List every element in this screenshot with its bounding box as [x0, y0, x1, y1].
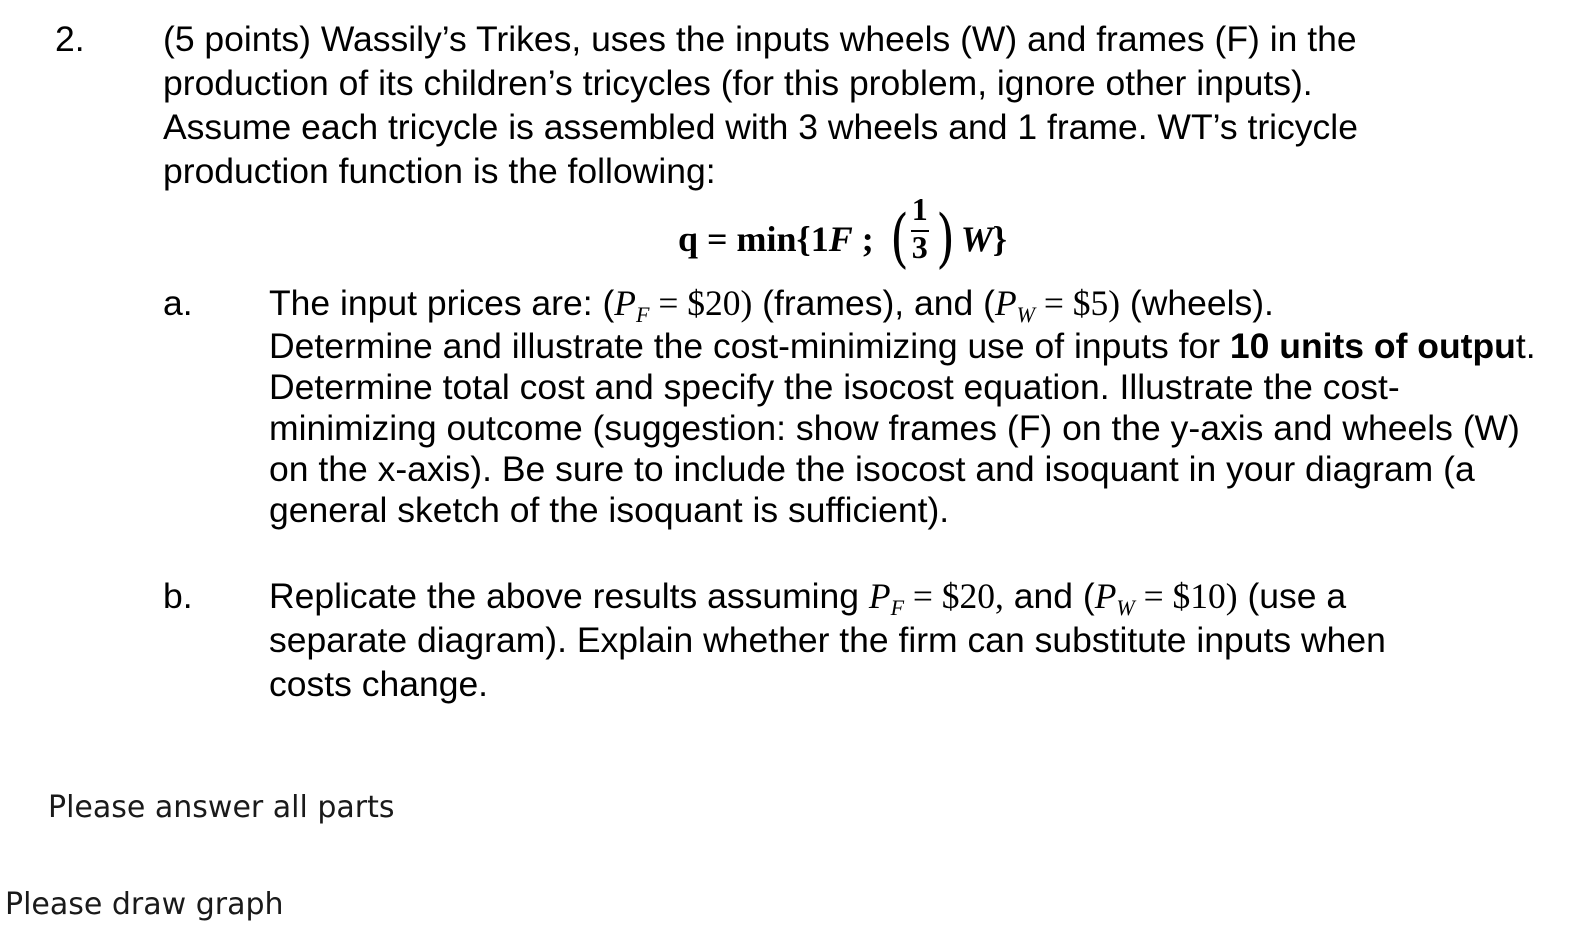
- intro-line: production function is the following:: [163, 151, 716, 191]
- price-frames-symbol: P: [614, 283, 636, 323]
- intro-line: Assume each tricycle is assembled with 3 wheels and 1 frame. WT’s tricycle: [163, 107, 1358, 147]
- problem-number: 2.: [55, 19, 85, 59]
- part-a-line: Determine and illustrate the cost-minimizing use of inputs for 10 units of output.: [269, 326, 1536, 366]
- part-a-line: on the x-axis). Be sure to include the isocost and isoquant in your diagram (a: [269, 449, 1475, 489]
- price-wheels-symbol: P: [994, 283, 1017, 323]
- part-a-label: a.: [163, 283, 193, 323]
- price-frames-value: = $20): [649, 283, 753, 323]
- part-b-label: b.: [163, 576, 193, 616]
- intro-line: (5 points) Wassily’s Trikes, uses the inputs wheels (W) and frames (F) in the: [163, 19, 1357, 59]
- note-draw-graph: Please draw graph: [5, 887, 284, 922]
- right-paren: ): [935, 202, 955, 276]
- production-function: [678, 191, 1038, 276]
- fraction-numerator: 1: [911, 191, 928, 227]
- part-b-line: separate diagram). Explain whether the firm can substitute inputs when: [269, 620, 1386, 660]
- part-a-line: general sketch of the isoquant is sufficient).: [269, 490, 950, 530]
- price-wheels-value: = $10): [1134, 576, 1238, 616]
- price-wheels-symbol: P: [1094, 576, 1117, 616]
- note-answer-all: Please answer all parts: [48, 790, 395, 825]
- formula-fraction-group: [883, 191, 961, 276]
- part-a-line: Determine total cost and specify the isocost equation. Illustrate the cost-: [269, 367, 1400, 407]
- formula-var-f: F: [828, 219, 853, 259]
- price-frames-symbol: P: [868, 576, 891, 616]
- formula-lhs: q = min{1: [678, 219, 829, 259]
- fraction-denominator: 3: [911, 229, 928, 265]
- part-b-line: costs change.: [269, 664, 489, 704]
- left-paren: (: [889, 202, 909, 276]
- formula-close: }: [992, 219, 1007, 259]
- part-a-prices-line: The input prices are: (PF = $20) (frames), and (PW = $5) (wheels).: [269, 283, 1274, 327]
- intro-line: production of its children’s tricycles (for this problem, ignore other inputs).: [163, 63, 1313, 103]
- part-b-prices-line: Replicate the above results assuming PF = $20, and (PW = $10) (use a: [269, 576, 1347, 620]
- part-a-line: minimizing outcome (suggestion: show frames (F) on the y-axis and wheels (W): [269, 408, 1520, 448]
- formula-var-w: W: [960, 219, 993, 259]
- price-wheels-value: = $5): [1034, 283, 1121, 323]
- formula-separator: ;: [852, 219, 874, 259]
- output-quantity: 10 units of outpu: [1229, 326, 1516, 366]
- price-frames-value: = $20,: [904, 576, 1004, 616]
